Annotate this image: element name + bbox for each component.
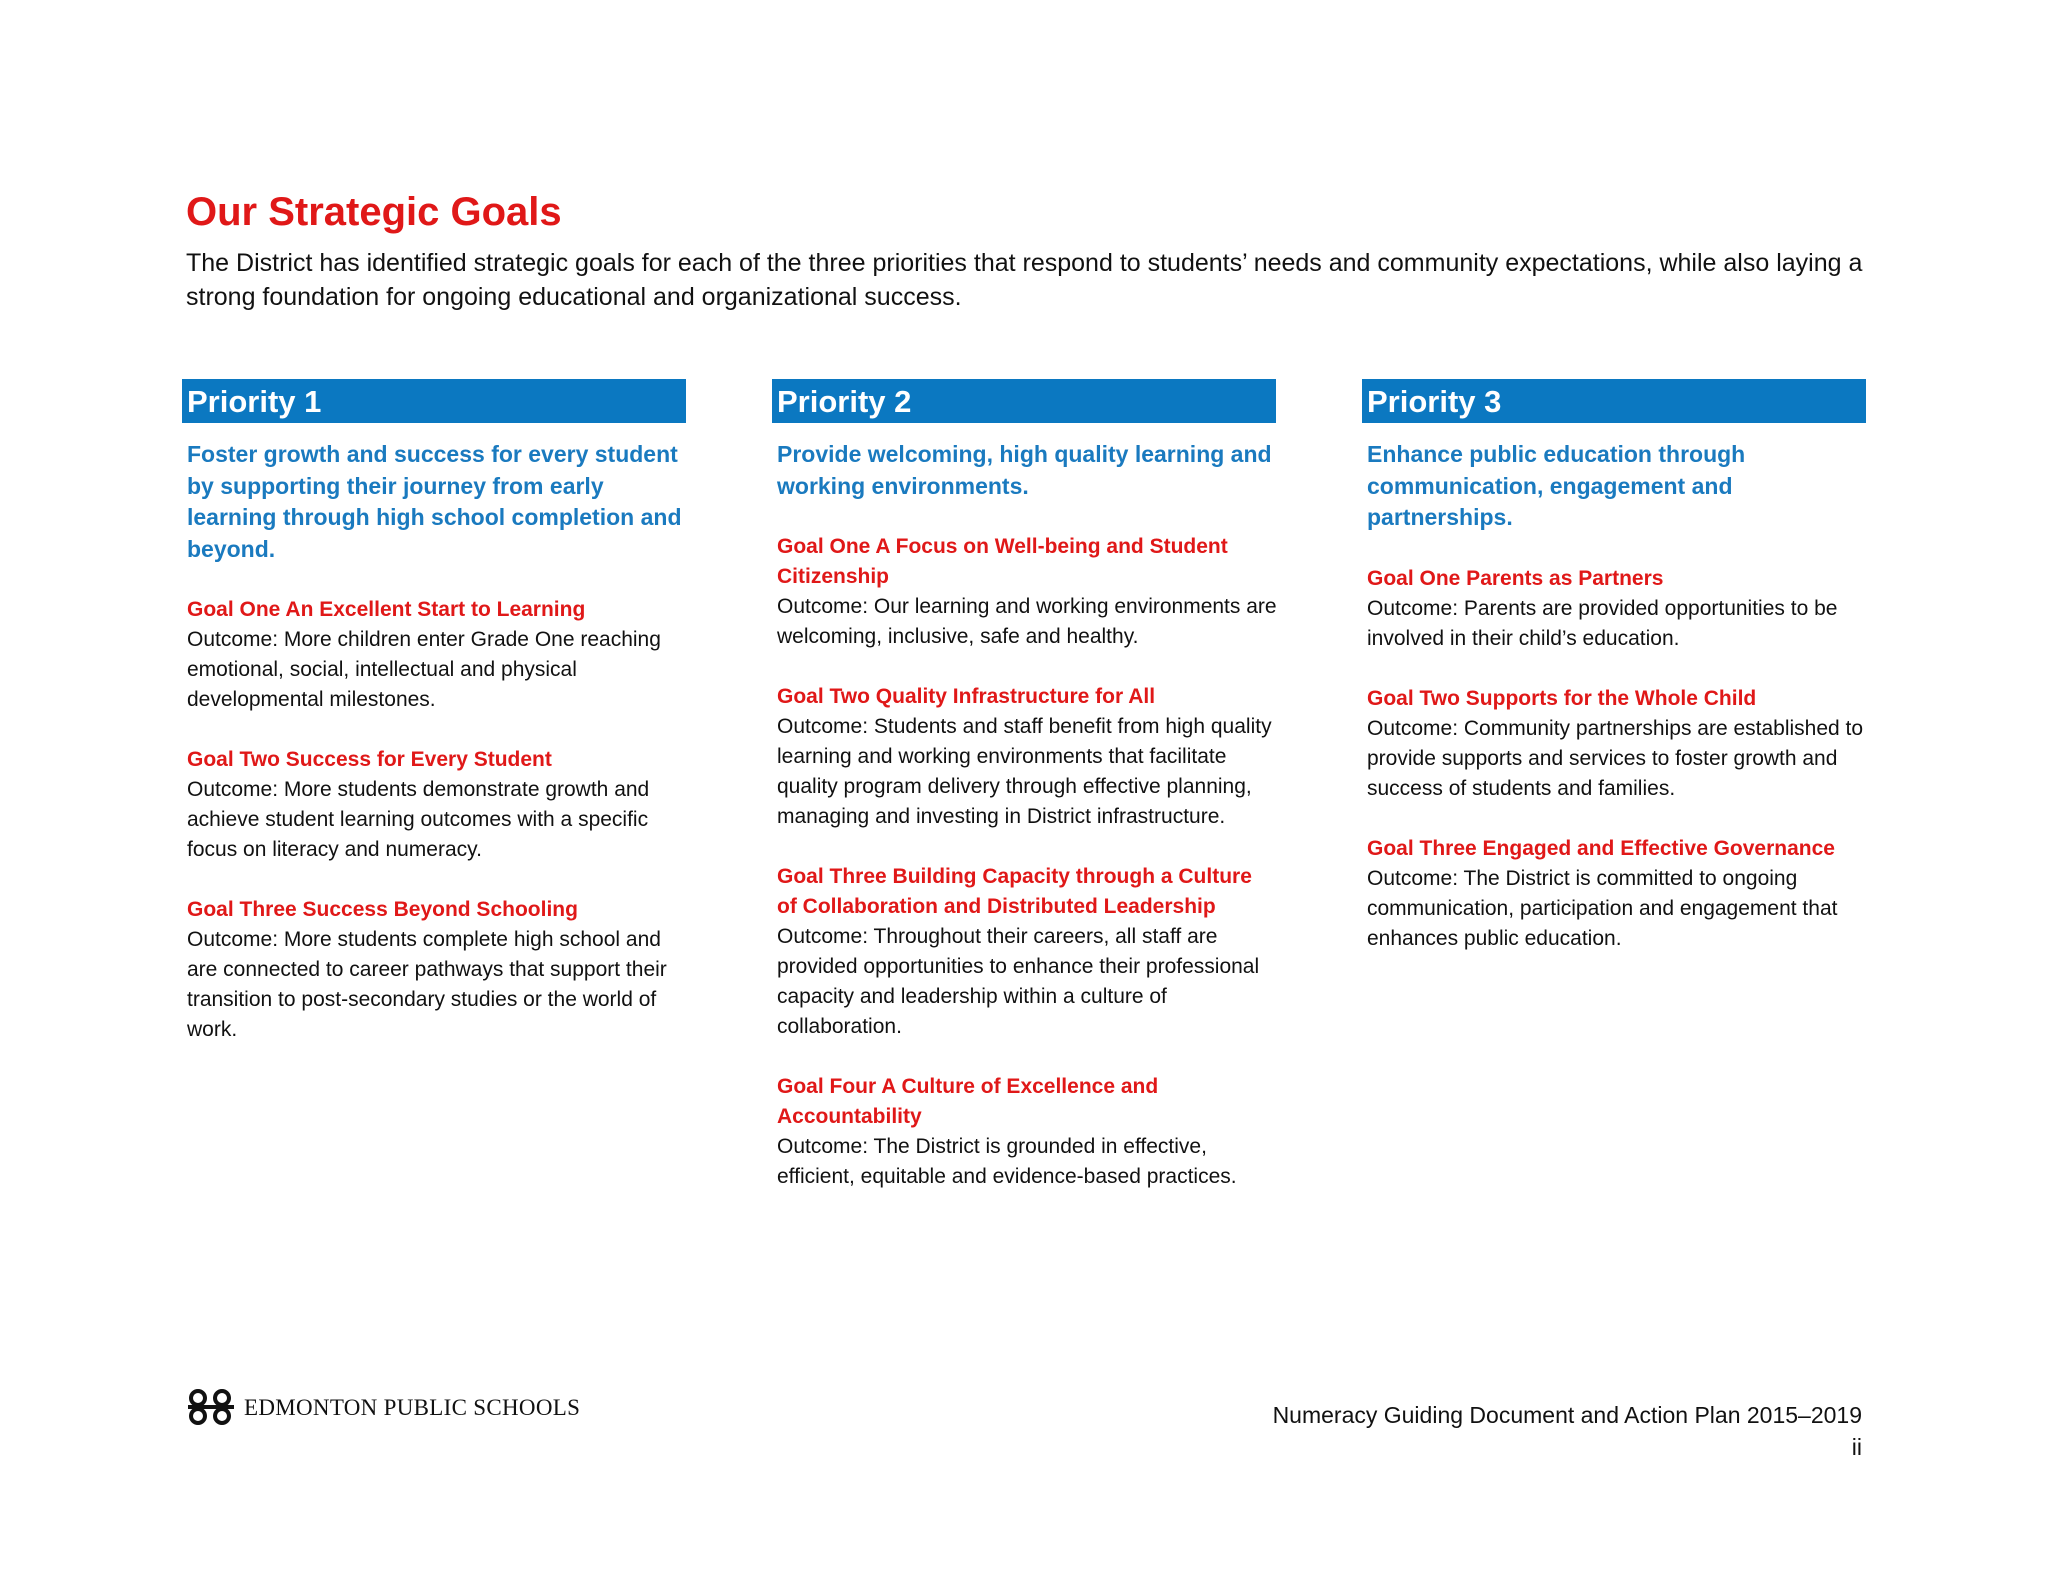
priority-3-description: Enhance public education through communication, engagement and partnerships. [1367, 441, 1746, 530]
goal-block [777, 862, 1277, 1042]
goal-outcome: Outcome: Students and staff benefit from high quality learning and working environments that facilitate quality program delivery through effective planning, managing and investing in District infrastructure. [777, 715, 1272, 828]
goal-outcome: Outcome: More students demonstrate growth and achieve student learning outcomes with a specific focus on literacy and numeracy. [187, 778, 650, 861]
edmonton-public-schools-logo-icon [186, 1388, 236, 1428]
goal-outcome: Outcome: More students complete high school and are connected to career pathways that support their transition to post-secondary studies or the world of work. [187, 928, 667, 1041]
goal-outcome: Outcome: Our learning and working environments are welcoming, inclusive, safe and healthy. [777, 595, 1277, 648]
priority-2-column [772, 379, 1276, 1192]
priority-3-header: Priority 3 [1362, 379, 1866, 423]
goal-block [187, 745, 687, 865]
goal-title: Goal Three Engaged and Effective Governance [1367, 836, 1835, 860]
goal-title: Goal One Parents as Partners [1367, 566, 1664, 590]
priority-1-column [182, 379, 686, 1045]
goal-title: Goal Two Success for Every Student [187, 748, 552, 771]
priority-3-column [1362, 379, 1866, 954]
goal-title: Goal One A Focus on Well-being and Student Citizenship [777, 535, 1228, 588]
footer-document-title: Numeracy Guiding Document and Action Plan 2015–2019 [1272, 1402, 1862, 1428]
goal-title: Goal Three Building Capacity through a Culture of Collaboration and Distributed Leadership [777, 865, 1252, 918]
goal-block [1367, 834, 1867, 954]
goal-block [777, 682, 1277, 832]
goal-outcome: Outcome: Parents are provided opportunities to be involved in their child’s education. [1367, 596, 1838, 650]
footer-logo [186, 1388, 580, 1428]
goal-title: Goal Four A Culture of Excellence and Accountability [777, 1075, 1159, 1128]
goal-block [187, 595, 687, 715]
goal-block [1367, 684, 1867, 804]
goal-block [187, 895, 687, 1045]
logo-text: EDMONTON PUBLIC SCHOOLS [244, 1395, 581, 1420]
priority-2-header: Priority 2 [772, 379, 1276, 423]
goal-title: Goal Three Success Beyond Schooling [187, 898, 578, 921]
goal-block [777, 532, 1277, 652]
goal-outcome: Outcome: The District is committed to ongoing communication, participation and engagement that enhances public education. [1367, 866, 1838, 950]
page-number: ii [1851, 1434, 1862, 1460]
priority-2-description: Provide welcoming, high quality learning and working environments. [777, 441, 1272, 499]
priority-1-header: Priority 1 [182, 379, 686, 423]
goal-title: Goal Two Quality Infrastructure for All [777, 685, 1156, 708]
goal-outcome: Outcome: The District is grounded in effective, efficient, equitable and evidence-based practices. [777, 1135, 1237, 1188]
goal-block [1367, 564, 1867, 654]
goal-title: Goal Two Supports for the Whole Child [1367, 686, 1757, 710]
goal-outcome: Outcome: Community partnerships are established to provide supports and services to foster growth and success of students and families. [1367, 716, 1864, 800]
goal-outcome: Outcome: More children enter Grade One reaching emotional, social, intellectual and physical developmental milestones. [187, 628, 661, 711]
goal-block [777, 1072, 1277, 1192]
page-title: Our Strategic Goals [186, 190, 562, 234]
priority-1-description: Foster growth and success for every student by supporting their journey from early learning through high school completion and beyond. [187, 441, 682, 562]
goal-outcome: Outcome: Throughout their careers, all staff are provided opportunities to enhance their professional capacity and leadership within a culture of collaboration. [777, 925, 1260, 1038]
goal-title: Goal One An Excellent Start to Learning [187, 598, 586, 621]
intro-paragraph: The District has identified strategic goals for each of the three priorities that respond to students’ needs and community expectations, while also laying a strong foundation for ongoing educational and organizational success. [186, 249, 1863, 311]
